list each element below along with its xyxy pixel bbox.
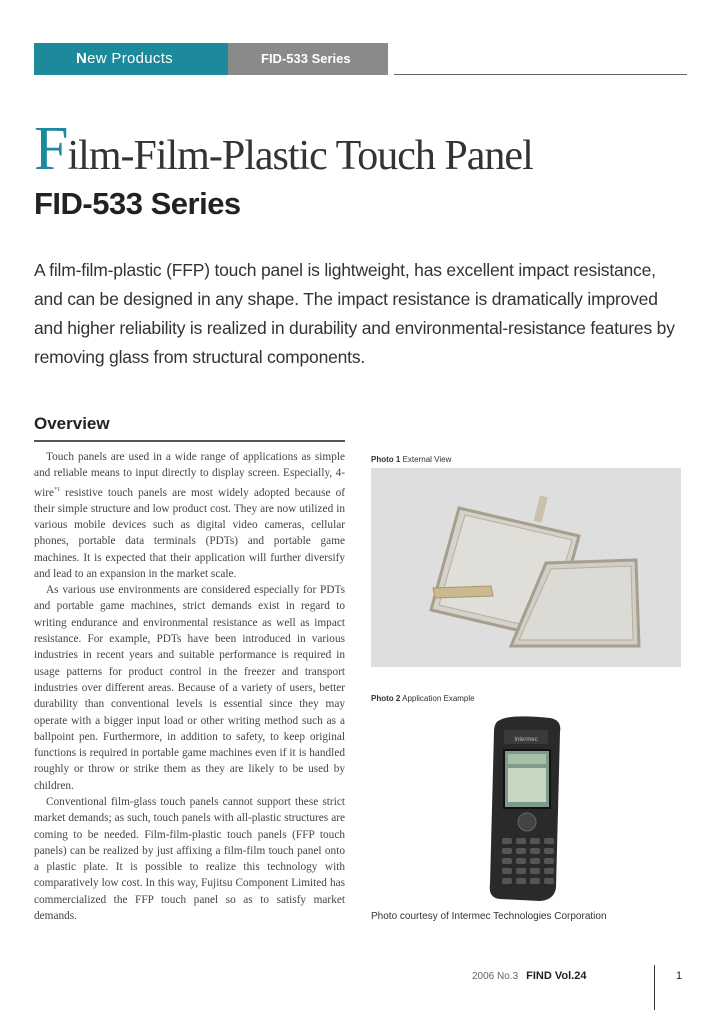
title-drop-cap: F — [34, 115, 68, 183]
photo1-label: Photo 1 — [371, 455, 401, 464]
handheld-device-illustration — [470, 712, 590, 904]
photo1-touch-panels — [371, 468, 681, 667]
section-header — [34, 43, 388, 75]
photo-credit: Photo courtesy of Intermec Technologies Corporation — [371, 911, 607, 922]
photo1-caption — [371, 455, 451, 464]
overview-paragraph-3: Conventional film-glass touch panels cannot support these strict market demands; as such, touch panels with all-plastic structures are coming to be needed. Film-film-plastic touch panels (FFP touch panels) can be realized by just affixing a film-film touch panel onto a plastic plate. It is possible to realize this technology with comparatively low cost. In this way, Fujitsu Component Limited has commercialized the FFP touch panel so as to satisfy market demands. — [34, 796, 345, 923]
photo2-caption — [371, 694, 475, 703]
section-label-cap: N — [76, 50, 88, 67]
footnote-ref: *1 — [54, 486, 61, 493]
p1-text-a: Touch panels are used in a wide range of applications as simple and reliable means to input directly to display screen. Especially, 4-wire — [34, 451, 345, 499]
overview-body — [34, 449, 345, 924]
journal-volume: FIND Vol.24 — [526, 970, 587, 982]
footer-issue — [472, 970, 586, 982]
page-title — [34, 115, 533, 183]
title-rest: ilm-Film-Plastic Touch Panel — [67, 133, 533, 179]
footer-rule — [654, 965, 655, 1010]
overview-paragraph-2: As various use environments are considered especially for PDTs and portable game machines, strict demands exist in regard to writing endurance and environmental resistance as well as impact resistance. For example, PDTs have been introduced in various industries in recent years and suitable performance is required in usage patterns for product control in the freezer and transport industries over different areas. Because of a variety of users, better durability than conventional levels is essential since they may operate with a bigger input load or other writing method such as a ballpoint pen. Furthermore, in addition to safety, to keep original functions is required in portable game machines even if it is handled roughly or throw or strike them as they are likely to be used by children. — [34, 584, 345, 792]
series-label: FID-533 Series — [228, 43, 388, 75]
photo2-label: Photo 2 — [371, 694, 401, 703]
overview-rule — [34, 440, 345, 442]
p1-text-b: resistive touch panels are most widely adopted because of their simple structure and low product cost. They are now utilized in various mobile devices such as digital video cameras, cellular phones, portable data terminals (PDTs) and portable game machines. It is expected that their application will further diversify and lead to an expansion in the market scale. — [34, 486, 345, 580]
section-label — [34, 43, 228, 75]
photo1-caption-text: External View — [402, 455, 452, 464]
photo2-handheld-device — [470, 712, 590, 904]
intro-paragraph: A film-film-plastic (FFP) touch panel is lightweight, has excellent impact resistance, and can be designed in any shape. The impact resistance is dramatically improved and higher reliability is realized in durability and environmental-resistance features by removing glass from structural components. — [34, 260, 675, 367]
issue-number: 2006 No.3 — [472, 971, 519, 982]
page-number: 1 — [676, 970, 683, 982]
overview-heading: Overview — [34, 414, 110, 433]
device-brand: Intermec — [514, 737, 538, 743]
overview-paragraph-1 — [34, 449, 345, 582]
header-rule — [394, 74, 687, 75]
touch-panels-illustration — [371, 468, 681, 667]
photo2-caption-text: Application Example — [402, 694, 475, 703]
section-label-rest: ew Products — [87, 50, 173, 67]
page-subtitle: FID-533 Series — [34, 186, 241, 221]
